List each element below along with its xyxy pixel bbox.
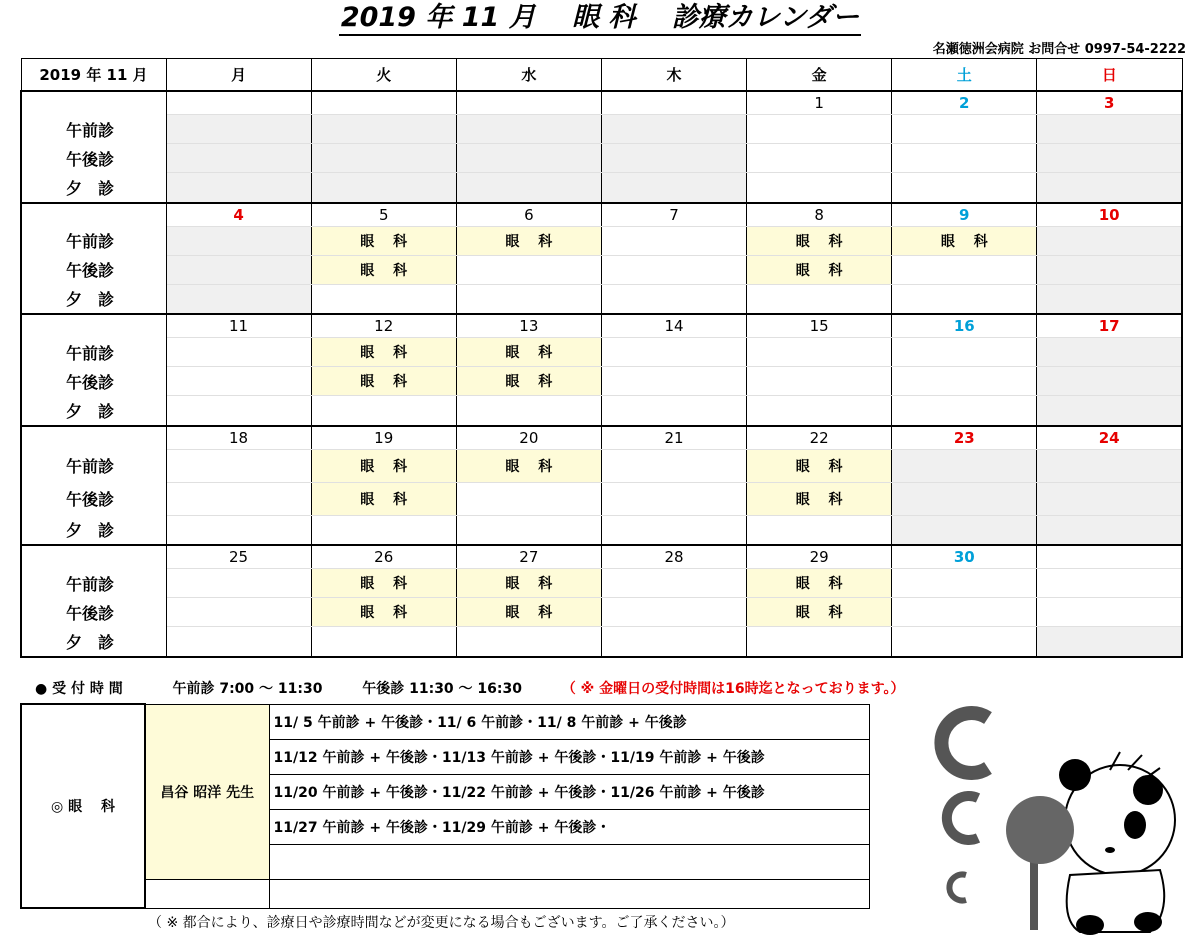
date-cell: 3 — [1037, 91, 1182, 115]
date-cell: 9 — [892, 203, 1037, 227]
date-cell: 8 — [747, 203, 892, 227]
slot-cell: 眼 科 — [311, 255, 456, 284]
doctor-schedule-table — [20, 703, 870, 909]
slot-label: 午前診 — [21, 226, 166, 255]
date-cell: 15 — [747, 314, 892, 338]
slot-cell — [1037, 173, 1182, 203]
slot-cell — [601, 598, 746, 627]
slot-label: 夕 診 — [21, 627, 166, 657]
date-cell: 21 — [601, 426, 746, 450]
slot-cell — [456, 173, 601, 203]
slot-cell — [747, 173, 892, 203]
calendar-corner: 2019 年 11 月 — [21, 59, 166, 92]
slot-cell — [747, 115, 892, 144]
date-cell: 5 — [311, 203, 456, 227]
slot-cell — [1037, 226, 1182, 255]
schedule-line: 11/20 午前診 + 午後診・11/22 午前診 + 午後診・11/26 午前診 + 午後診 — [269, 774, 870, 809]
slot-cell — [166, 449, 311, 482]
date-cell: 26 — [311, 545, 456, 569]
slot-cell — [1037, 598, 1182, 627]
date-cell: 30 — [892, 545, 1037, 569]
slot-cell — [747, 338, 892, 367]
date-cell: 23 — [892, 426, 1037, 450]
slot-label: 午後診 — [21, 255, 166, 284]
slot-cell — [1037, 396, 1182, 426]
slot-cell — [166, 115, 311, 144]
slot-cell: 眼 科 — [892, 226, 1037, 255]
slot-cell — [601, 367, 746, 396]
slot-cell — [456, 515, 601, 545]
slot-cell — [601, 284, 746, 314]
weekday-fri: 金 — [747, 59, 892, 92]
slot-cell — [601, 627, 746, 657]
slot-cell — [1037, 338, 1182, 367]
slot-cell — [311, 115, 456, 144]
slot-cell — [1037, 255, 1182, 284]
date-cell: 7 — [601, 203, 746, 227]
slot-cell — [892, 338, 1037, 367]
slot-cell — [1037, 627, 1182, 657]
slot-cell: 眼 科 — [311, 367, 456, 396]
slot-cell — [892, 627, 1037, 657]
date-cell: 10 — [1037, 203, 1182, 227]
slot-cell — [892, 367, 1037, 396]
date-cell: 27 — [456, 545, 601, 569]
slot-label: 夕 診 — [21, 284, 166, 314]
slot-cell — [1037, 482, 1182, 515]
date-cell: 13 — [456, 314, 601, 338]
date-cell: 25 — [166, 545, 311, 569]
slot-cell — [456, 115, 601, 144]
slot-cell — [892, 173, 1037, 203]
date-cell: 18 — [166, 426, 311, 450]
schedule-line — [269, 879, 870, 908]
hours-note: （ ※ 金曜日の受付時間は16時迄となっております。） — [561, 681, 905, 697]
weekday-sat: 土 — [892, 59, 1037, 92]
slot-cell: 眼 科 — [311, 482, 456, 515]
slot-cell: 眼 科 — [456, 338, 601, 367]
slot-cell — [601, 115, 746, 144]
slot-cell — [601, 569, 746, 598]
weekday-tue: 火 — [311, 59, 456, 92]
slot-cell — [1037, 367, 1182, 396]
footer-note: （ ※ 都合により、診療日や診療時間などが変更になる場合もございます。ご了承ください。） — [148, 915, 735, 931]
slot-cell — [892, 515, 1037, 545]
slot-cell — [747, 627, 892, 657]
slot-cell — [892, 598, 1037, 627]
slot-cell — [601, 144, 746, 173]
slot-cell — [311, 284, 456, 314]
slot-cell — [601, 338, 746, 367]
slot-label: 午後診 — [21, 367, 166, 396]
doctor-empty-cell — [145, 879, 269, 908]
slot-cell — [1037, 284, 1182, 314]
slot-cell: 眼 科 — [747, 449, 892, 482]
date-row-label — [21, 426, 166, 450]
slot-label: 午前診 — [21, 569, 166, 598]
slot-cell — [456, 284, 601, 314]
page-title: 2019 年 11 月 眼 科 診療カレンダー — [0, 2, 1200, 38]
slot-cell — [601, 482, 746, 515]
slot-cell — [1037, 115, 1182, 144]
slot-cell — [747, 144, 892, 173]
slot-cell — [892, 115, 1037, 144]
slot-cell: 眼 科 — [747, 482, 892, 515]
schedule-line: 11/27 午前診 + 午後診・11/29 午前診 + 午後診・ — [269, 809, 870, 844]
slot-cell: 眼 科 — [311, 338, 456, 367]
date-cell: 22 — [747, 426, 892, 450]
date-cell — [166, 91, 311, 115]
date-row-label — [21, 314, 166, 338]
slot-cell: 眼 科 — [747, 255, 892, 284]
slot-cell — [601, 226, 746, 255]
slot-cell — [601, 173, 746, 203]
date-cell: 6 — [456, 203, 601, 227]
hours-am: 午前診 7:00 ～ 11:30 — [172, 681, 323, 697]
slot-cell: 眼 科 — [747, 569, 892, 598]
slot-cell — [601, 449, 746, 482]
slot-cell — [166, 284, 311, 314]
landolt-ring-icon — [941, 713, 988, 901]
slot-cell — [166, 569, 311, 598]
date-cell: 12 — [311, 314, 456, 338]
date-cell: 11 — [166, 314, 311, 338]
date-cell — [456, 91, 601, 115]
slot-cell — [1037, 515, 1182, 545]
slot-cell — [747, 396, 892, 426]
date-cell: 14 — [601, 314, 746, 338]
slot-cell — [166, 598, 311, 627]
calendar-table — [20, 58, 1183, 658]
date-cell — [1037, 545, 1182, 569]
slot-cell — [601, 515, 746, 545]
slot-cell — [601, 255, 746, 284]
slot-cell — [892, 284, 1037, 314]
date-cell: 1 — [747, 91, 892, 115]
slot-cell — [166, 338, 311, 367]
reception-hours — [35, 678, 904, 698]
weekday-mon: 月 — [166, 59, 311, 92]
slot-cell — [166, 396, 311, 426]
slot-cell: 眼 科 — [311, 449, 456, 482]
slot-cell — [311, 173, 456, 203]
date-cell: 17 — [1037, 314, 1182, 338]
date-cell: 28 — [601, 545, 746, 569]
date-row-label — [21, 203, 166, 227]
weekday-sun: 日 — [1037, 59, 1182, 92]
date-cell: 29 — [747, 545, 892, 569]
slot-cell: 眼 科 — [747, 598, 892, 627]
date-row-label — [21, 545, 166, 569]
slot-cell — [747, 284, 892, 314]
date-cell: 20 — [456, 426, 601, 450]
slot-cell: 眼 科 — [456, 367, 601, 396]
slot-cell — [166, 627, 311, 657]
date-cell: 16 — [892, 314, 1037, 338]
slot-cell — [601, 396, 746, 426]
hours-pm: 午後診 11:30 ～ 16:30 — [362, 681, 522, 697]
slot-cell — [1037, 144, 1182, 173]
schedule-line: 11/12 午前診 + 午後診・11/13 午前診 + 午後診・11/19 午前診 + 午後診 — [269, 739, 870, 774]
slot-label: 午前診 — [21, 115, 166, 144]
slot-cell — [311, 144, 456, 173]
slot-label: 午後診 — [21, 482, 166, 515]
panda-icon — [1006, 752, 1175, 935]
slot-cell — [892, 255, 1037, 284]
slot-cell — [456, 627, 601, 657]
hours-label: ● 受 付 時 間 — [35, 681, 123, 697]
weekday-wed: 水 — [456, 59, 601, 92]
slot-cell: 眼 科 — [747, 226, 892, 255]
date-cell: 4 — [166, 203, 311, 227]
schedule-line — [269, 844, 870, 879]
slot-cell — [892, 449, 1037, 482]
slot-cell — [311, 396, 456, 426]
date-cell: 2 — [892, 91, 1037, 115]
slot-cell — [166, 515, 311, 545]
date-cell — [601, 91, 746, 115]
slot-cell: 眼 科 — [456, 226, 601, 255]
slot-cell — [166, 144, 311, 173]
date-cell: 19 — [311, 426, 456, 450]
doctor-name: 昌谷 昭洋 先生 — [145, 704, 269, 879]
slot-label: 午後診 — [21, 598, 166, 627]
slot-cell — [456, 482, 601, 515]
slot-cell — [311, 515, 456, 545]
slot-label: 夕 診 — [21, 173, 166, 203]
slot-cell — [166, 226, 311, 255]
eye-test-panda-illustration — [910, 700, 1180, 938]
slot-label: 夕 診 — [21, 396, 166, 426]
weekday-thu: 木 — [601, 59, 746, 92]
slot-cell — [1037, 449, 1182, 482]
slot-label: 夕 診 — [21, 515, 166, 545]
slot-cell — [166, 173, 311, 203]
slot-label: 午後診 — [21, 144, 166, 173]
slot-cell — [892, 144, 1037, 173]
slot-cell — [747, 367, 892, 396]
slot-cell: 眼 科 — [311, 569, 456, 598]
slot-cell — [892, 482, 1037, 515]
slot-cell — [1037, 569, 1182, 598]
slot-cell — [166, 255, 311, 284]
slot-cell — [456, 255, 601, 284]
slot-cell — [456, 144, 601, 173]
date-cell — [311, 91, 456, 115]
slot-cell: 眼 科 — [311, 598, 456, 627]
slot-cell — [456, 396, 601, 426]
slot-cell: 眼 科 — [311, 226, 456, 255]
slot-cell — [892, 569, 1037, 598]
slot-cell — [892, 396, 1037, 426]
slot-cell: 眼 科 — [456, 569, 601, 598]
slot-label: 午前診 — [21, 338, 166, 367]
slot-cell — [747, 515, 892, 545]
slot-label: 午前診 — [21, 449, 166, 482]
department-label: ◎ 眼 科 — [21, 704, 145, 908]
slot-cell: 眼 科 — [456, 449, 601, 482]
date-row-label — [21, 91, 166, 115]
slot-cell — [166, 367, 311, 396]
schedule-line: 11/ 5 午前診 + 午後診・11/ 6 午前診・11/ 8 午前診 + 午後診 — [269, 704, 870, 739]
contact-info: 名瀬徳洲会病院 お問合せ 0997-54-2222 — [932, 42, 1186, 57]
slot-cell: 眼 科 — [456, 598, 601, 627]
slot-cell — [311, 627, 456, 657]
date-cell: 24 — [1037, 426, 1182, 450]
slot-cell — [166, 482, 311, 515]
